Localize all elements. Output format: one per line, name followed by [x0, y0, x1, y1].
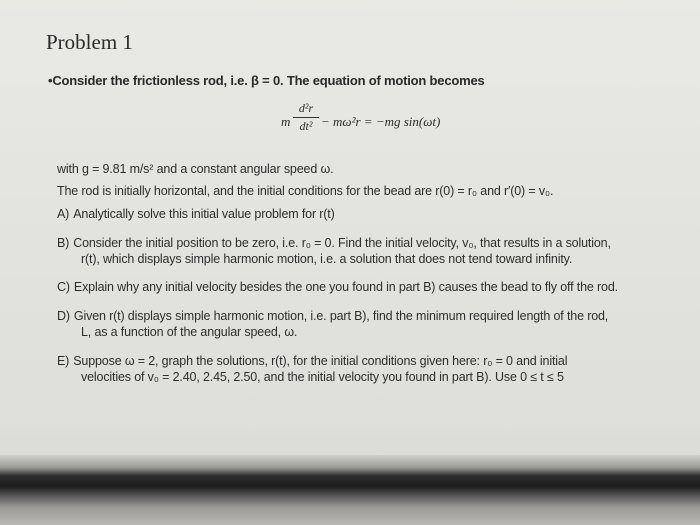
fraction-bar [293, 117, 319, 118]
part-d-text-line1: Given r(t) displays simple harmonic motion, i.e. part B), find the minimum required length of the rod, [73, 309, 609, 323]
equation-derivative [293, 101, 319, 134]
part-e-text-line1: Suppose ω = 2, graph the solutions, r(t), for the initial conditions given here: r₀ = 0 and initial [73, 354, 568, 368]
part-b [57, 236, 611, 250]
part-c [57, 280, 618, 294]
page-title: Problem 1 [46, 30, 133, 54]
part-a-text: Analytically solve this initial value problem for r(t) [73, 207, 335, 221]
part-c-label: C) [57, 280, 70, 294]
given-constants: with g = 9.81 m/s² and a constant angular speed ω. [57, 162, 334, 176]
part-d-text-line2: L, as a function of the angular speed, ω. [81, 325, 298, 339]
part-c-text: Explain why any initial velocity besides the one you found in part B) causes the bead to fly off the rod. [73, 280, 618, 294]
equation-numerator: d²r [298, 101, 314, 115]
part-e-text-line2: velocities of v₀ = 2.40, 2.45, 2.50, and the initial velocity you found in part B). Use 0 ≤ t ≤ 5 [81, 370, 564, 384]
part-d-label: D) [57, 309, 70, 323]
part-b-text-line2: r(t), which displays simple harmonic motion, i.e. a solution that does not tend toward infinity. [81, 252, 573, 266]
equation-denominator: dt² [299, 119, 313, 133]
part-a-label: A) [57, 207, 70, 221]
part-b-label: B) [57, 236, 70, 250]
part-b-text-line1: Consider the initial position to be zero, i.e. r₀ = 0. Find the initial velocity, v₀, that results in a solution, [73, 236, 611, 250]
part-e [57, 354, 567, 368]
part-e-label: E) [57, 354, 70, 368]
equation-mass: m [281, 114, 291, 129]
part-a [57, 207, 335, 221]
equation-rest: − mω²r = −mg sin(ωt) [321, 114, 441, 129]
part-d [57, 309, 608, 323]
intro-statement: •Consider the frictionless rod, i.e. β = 0. The equation of motion becomes [48, 73, 485, 88]
monitor-bezel [0, 455, 700, 525]
initial-conditions: The rod is initially horizontal, and the initial conditions for the bead are r(0) = r₀ and r′(0) = v₀. [57, 184, 554, 198]
